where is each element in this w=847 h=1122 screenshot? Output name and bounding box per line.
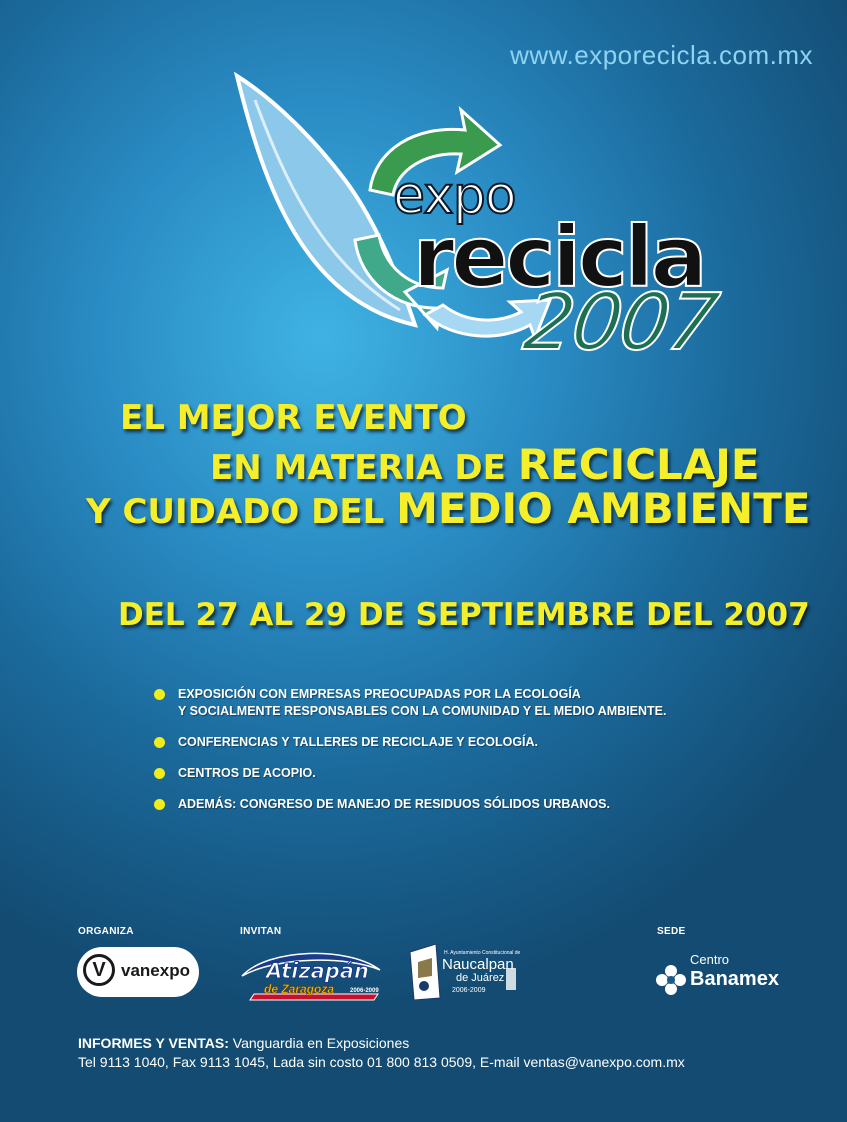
feature-item [154,734,666,751]
bullet-dot-icon [154,768,165,779]
banamex-emblem-icon [655,964,687,996]
centro-banamex-logo[interactable] [655,952,795,998]
headline-line-3-emphasis: MEDIO AMBIENTE [396,484,811,533]
naucalpan-name: Naucalpan [442,956,514,973]
naucalpan-ayuntamiento: H. Ayuntamiento Constitucional de [444,950,521,956]
sede-label: SEDE [657,926,686,937]
feature-list [154,686,666,827]
vanexpo-name: vanexpo [121,961,190,980]
logo-recicla-text: recicla [413,208,705,306]
headline-line-1: EL MEJOR EVENTO [120,398,467,438]
footer-label: INFORMES Y VENTAS: [78,1035,229,1051]
feature-item-line: CONFERENCIAS Y TALLERES DE RECICLAJE Y ECOLOGÍA. [178,735,539,749]
vanexpo-logo[interactable] [77,947,199,997]
bullet-dot-icon [154,689,165,700]
feature-item [154,686,666,720]
centro-label: Centro [690,952,730,967]
vanexpo-v-icon: V [83,954,115,986]
atizapan-name: Atizapán [266,959,369,983]
logo-year-text: 2007 [518,278,722,368]
feature-item [154,796,666,813]
feature-item [154,765,666,782]
footer-company: Vanguardia en Exposiciones [228,1035,410,1051]
expo-recicla-logo [225,70,722,390]
footer-contact[interactable]: Tel 9113 1040, Fax 9113 1045, Lada sin costo 01 800 813 0509, E-mail ventas@vanexpo.com.mx [78,1054,685,1070]
feature-item-line: CENTROS DE ACOPIO. [178,766,316,780]
bullet-dot-icon [154,737,165,748]
website-url[interactable]: www.exporecicla.com.mx [510,40,813,70]
banamex-label: Banamex [690,968,779,990]
atizapan-years: 2006-2009 [350,988,379,994]
invitan-label: INVITAN [240,926,282,937]
feature-item-line: EXPOSICIÓN CON EMPRESAS PREOCUPADAS POR LA ECOLOGÍA [178,687,581,701]
naucalpan-logo[interactable] [406,942,524,1002]
headline-line-2 [210,440,760,489]
naucalpan-sub: de Juárez [456,972,505,984]
headline-line-3 [86,484,811,533]
organiza-label: ORGANIZA [78,926,134,937]
event-dates: DEL 27 AL 29 DE SEPTIEMBRE DEL 2007 [118,597,810,633]
headline-line-2-emphasis: RECICLAJE [517,440,760,489]
naucalpan-years: 2006-2009 [452,987,486,994]
bullet-dot-icon [154,799,165,810]
atizapan-sub: de Zaragoza [264,982,335,996]
feature-item-line: Y SOCIALMENTE RESPONSABLES CON LA COMUNIDAD Y EL MEDIO AMBIENTE. [178,704,667,718]
headline-line-3-prefix: Y CUIDADO DEL [86,492,397,532]
feature-item-line: ADEMÁS: CONGRESO DE MANEJO DE RESIDUOS SÓLIDOS URBANOS. [178,797,610,811]
footer-info [78,1035,409,1051]
logo-expo-text: expo [393,166,516,226]
headline-line-2-prefix: EN MATERIA DE [210,448,518,488]
atizapan-logo[interactable] [238,946,384,1002]
